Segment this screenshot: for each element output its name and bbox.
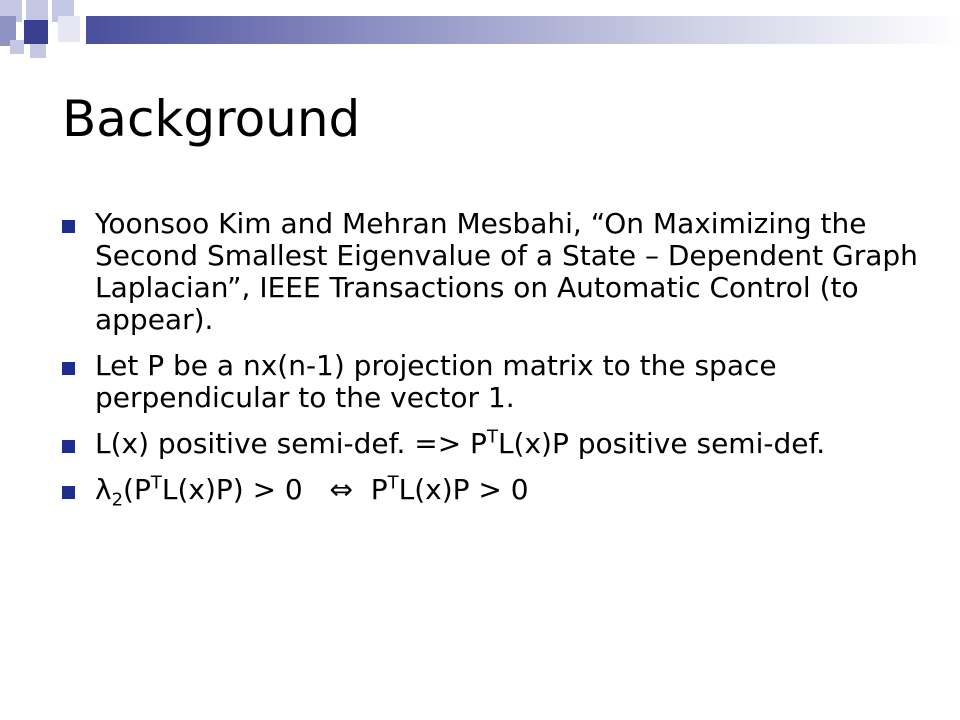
superscript-t: T	[387, 472, 399, 494]
deco-square	[10, 40, 24, 54]
bullet-item	[62, 428, 922, 460]
bullet-text-part: L(x)P > 0	[398, 473, 529, 506]
bullet-text: Yoonsoo Kim and Mehran Mesbahi, “On Maximizing the Second Smallest Eigenvalue of a State – Dependent Graph Laplacian”, IEEE Transactions on Automatic Control (to appear).	[95, 207, 918, 336]
lambda-symbol: λ	[95, 473, 112, 506]
square-bullet-icon	[62, 220, 75, 233]
bullet-text: Let P be a nx(n-1) projection matrix to the space perpendicular to the vector 1.	[95, 349, 777, 414]
bullet-text-part: L(x)P) > 0 ⇔ P	[161, 473, 388, 506]
decorative-header	[0, 0, 960, 60]
superscript-t: T	[150, 472, 162, 494]
square-bullet-icon	[62, 362, 75, 375]
square-bullet-icon	[62, 440, 75, 453]
bullet-item	[62, 472, 922, 511]
deco-square	[24, 20, 48, 44]
bullet-item	[62, 350, 922, 414]
deco-square	[30, 44, 46, 58]
deco-square	[58, 16, 80, 42]
bullet-list	[62, 208, 922, 520]
bullet-item	[62, 208, 922, 336]
slide-title: Background	[62, 90, 361, 148]
bullet-text-part: (P	[123, 473, 151, 506]
subscript-2: 2	[111, 489, 124, 511]
deco-square	[26, 0, 48, 22]
square-bullet-icon	[62, 486, 75, 499]
superscript-t: T	[486, 426, 498, 448]
bullet-text-part: L(x) positive semi-def. => P	[95, 427, 487, 460]
bullet-text-part: L(x)P positive semi-def.	[497, 427, 826, 460]
header-gradient-bar	[86, 16, 960, 44]
